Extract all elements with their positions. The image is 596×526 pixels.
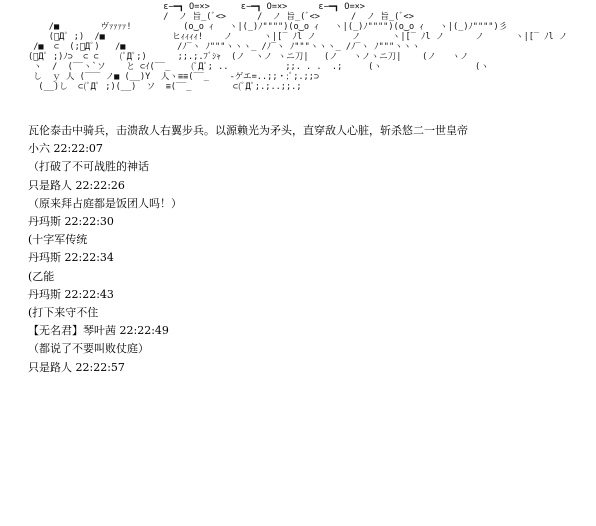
- message-text: (乙能: [28, 269, 55, 283]
- message-author-timestamp: 只是路人 22:22:26: [28, 178, 125, 192]
- ascii-art-line: し ｙ 人 (‾‾‾ ノ■ (__)Y 人ヽ≡≡(‾‾_ -ゲエ=..;;・;ﾟ;.;;⊃: [33, 72, 320, 82]
- ascii-art-line: (ﾟДﾟ ;) /■ ヒｨｨｨｨ! ノ ヽ|[‾ ﾉl ノ ノ ヽ|[‾ ﾉl ノ ノ ヽ|[‾ ﾉl ノ: [48, 32, 568, 42]
- message-text: 瓦伦泰击中骑兵，击溃敌人右翼步兵。以源赖光为矛头，直穿敌人心脏，斩杀悠二一世皇帝: [28, 124, 468, 137]
- message-author-timestamp: 丹玛斯 22:22:43: [28, 287, 114, 301]
- message-author-timestamp: 小六 22:22:07: [28, 142, 103, 156]
- ascii-art-line: /■ ヴｧｧｧｧ! (o‿o ｨ ヽ|(_)ﾉ"""")(o‿o ｨ ヽ|(_)ﾉ"""")(o‿o ｨ ヽ|(_)ﾉ"""")彡: [48, 22, 508, 32]
- message-text: (打下来守不住: [28, 306, 99, 320]
- ascii-art-line: (__)し ⊂(ﾟДﾟ ;)(__) ソ ≡(‾‾_ ⊂(ﾟДﾟ;.;..;;.;: [38, 82, 302, 92]
- ascii-art-line: ヽ / (‾‾ヽ`ソ と ⊂ｲ(‾‾_ (ﾟДﾟ; .. ;;. . . .; (ヽ (ヽ: [33, 62, 489, 72]
- message-author-timestamp: 只是路人 22:22:57: [28, 360, 125, 374]
- message-text: （都说了不要叫败仗庭）: [28, 342, 149, 356]
- message-author-timestamp: 丹玛斯 22:22:30: [28, 215, 114, 229]
- message-author-timestamp: 【无名君】琴叶茜 22:22:49: [28, 324, 169, 338]
- ascii-art-line: ε−━┓ O=×> ε−━┓ O=×> ε−━┓ O=×>: [163, 2, 365, 12]
- ascii-art-line: (ﾟДﾟ ;)ﾉ⊃ ⊂ ⊂ (ﾟДﾟ;) ;;.;.ﾌﾞｼｬ (ノ ヽノ ヽニ刀| (ノ ヽノヽニ刀| (ノ ヽノ: [28, 52, 469, 62]
- message-text: （原来拜占庭都是饭团人吗！）: [28, 196, 182, 210]
- message-text: (十字军传统: [28, 233, 88, 247]
- ascii-art-block: [28, 2, 568, 114]
- message-text: （打破了不可战胜的神话: [28, 160, 149, 174]
- chat-log: [28, 122, 586, 377]
- ascii-art-line: / ノ 旨_(ﾞ<> / ノ 旨_(ﾞ<> / ノ 旨_(ﾞ<>: [163, 12, 414, 22]
- message-author-timestamp: 丹玛斯 22:22:34: [28, 251, 114, 265]
- ascii-art-line: /■ ⊂ (;ﾟДﾟ) /■ /ﾉ‾ヽ ﾉ"""ヽヽヽ_ /ﾉ‾ヽ ﾉ"""ヽヽヽ_ /ﾉ‾ヽ ﾉ"""ヽヽヽ: [33, 42, 420, 52]
